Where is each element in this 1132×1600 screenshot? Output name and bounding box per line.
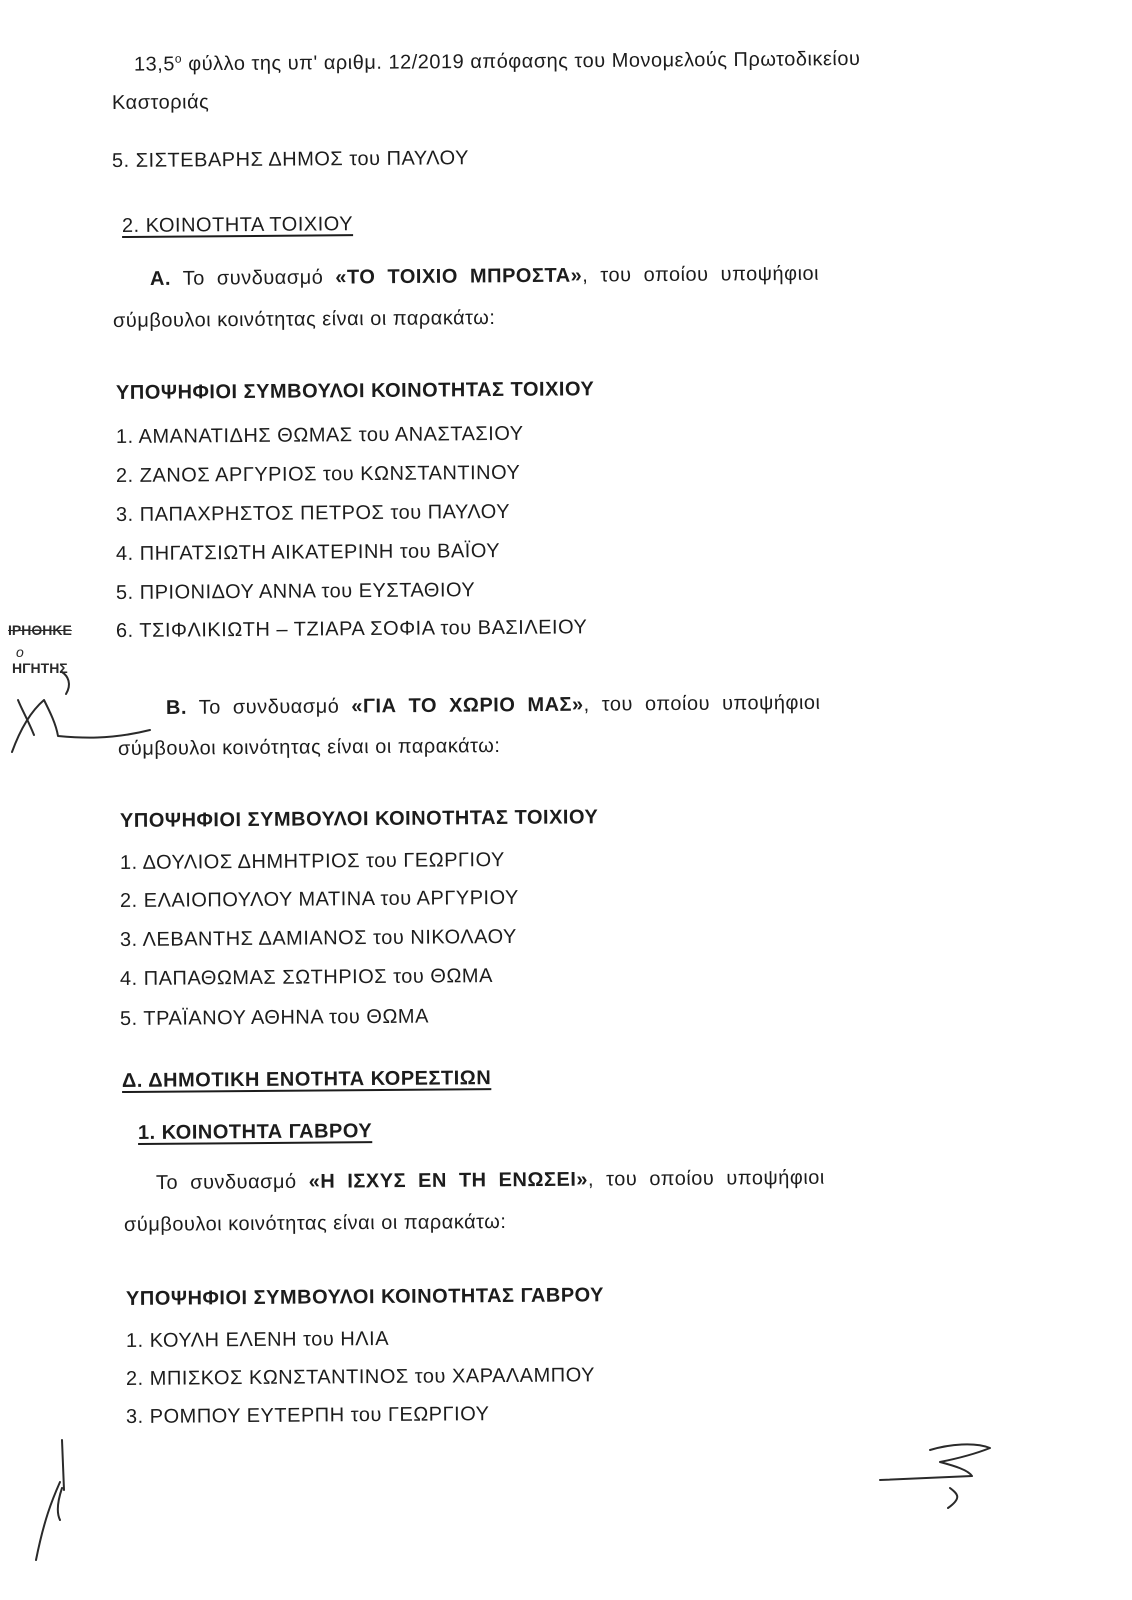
margin-note-line-2: ο	[16, 644, 24, 660]
margin-signature-stroke	[12, 700, 150, 752]
combo-a-name: «ΤΟ ΤΟΙΧΙΟ ΜΠΡΟΣΤΑ»	[335, 264, 583, 289]
combo-gavrou-text-pre: Το συνδυασμό	[155, 1170, 309, 1194]
combo-b-letter: Β.	[165, 696, 188, 719]
combo-a-candidate: 1. ΑΜΑΝΑΤΙΔΗΣ ΘΩΜΑΣ του ΑΝΑΣΤΑΣΙΟΥ	[115, 422, 524, 448]
previous-list-item: 5. ΣΙΣΤΕΒΑΡΗΣ ΔΗΜΟΣ του ΠΑΥΛΟΥ	[111, 147, 469, 172]
combo-b-line-2: σύμβουλοι κοινότητας είναι οι παρακάτω:	[117, 734, 501, 760]
combo-a-text-post: , του οποίου υποψήφιοι	[582, 262, 820, 287]
bottom-right-signature	[880, 1444, 990, 1508]
combo-gavrou-candidate: 3. ΡΟΜΠΟΥ ΕΥΤΕΡΠΗ του ΓΕΩΡΓΙΟΥ	[125, 1403, 490, 1428]
combo-gavrou-line-2: σύμβουλοι κοινότητας είναι οι παρακάτω:	[123, 1210, 507, 1236]
combo-a-text-pre: Το συνδυασμό	[170, 266, 336, 290]
combo-gavrou-candidate: 1. ΚΟΥΛΗ ΕΛΕΝΗ του ΗΛΙΑ	[125, 1327, 390, 1352]
municipal-unit-heading: Δ. ΔΗΜΟΤΙΚΗ ΕΝΟΤΗΤΑ ΚΟΡΕΣΤΙΩΝ	[121, 1067, 492, 1092]
combo-b-list-heading: ΥΠΟΨΗΦΙΟΙ ΣΥΜΒΟΥΛΟΙ ΚΟΙΝΟΤΗΤΑΣ ΤΟΙΧΙΟΥ	[119, 806, 599, 832]
combo-b-text-post: , του οποίου υποψήφιοι	[583, 691, 821, 716]
combo-a-candidate: 2. ΖΑΝΟΣ ΑΡΓΥΡΙΟΣ του ΚΩΝΣΤΑΝΤΙΝΟΥ	[115, 461, 521, 487]
combo-a-list-heading: ΥΠΟΨΗΦΙΟΙ ΣΥΜΒΟΥΛΟΙ ΚΟΙΝΟΤΗΤΑΣ ΤΟΙΧΙΟΥ	[115, 378, 595, 404]
combo-a-candidate: 3. ΠΑΠΑΧΡΗΣΤΟΣ ΠΕΤΡΟΣ του ΠΑΥΛΟΥ	[115, 500, 511, 526]
combo-a-candidate: 5. ΠΡΙΟΝΙΔΟΥ ΑΝΝΑ του ΕΥΣΤΑΘΙΟΥ	[115, 579, 476, 604]
intro-fraction: 13,5	[133, 53, 176, 76]
combo-b-candidate: 4. ΠΑΠΑΘΩΜΑΣ ΣΩΤΗΡΙΟΣ του ΘΩΜΑ	[119, 965, 493, 990]
margin-bracket-stroke	[62, 672, 69, 694]
combo-gavrou-text-post: , του οποίου υποψήφιοι	[587, 1166, 825, 1191]
combo-a-line-2: σύμβουλοι κοινότητας είναι οι παρακάτω:	[112, 306, 496, 332]
combo-gavrou-list-heading: ΥΠΟΨΗΦΙΟΙ ΣΥΜΒΟΥΛΟΙ ΚΟΙΝΟΤΗΤΑΣ ΓΑΒΡΟΥ	[125, 1284, 605, 1310]
margin-note-line-1: ΙΡΗΘΗΚΕ	[8, 622, 72, 638]
margin-note-line-3: ΗΓΗΤΗΣ	[12, 660, 68, 676]
combo-b-candidate: 3. ΛΕΒΑΝΤΗΣ ΔΑΜΙΑΝΟΣ του ΝΙΚΟΛΑΟΥ	[119, 925, 517, 951]
intro-text: φύλλο της υπ' αριθμ. 12/2019 απόφασης του Μονομελούς Πρωτοδικείου	[182, 47, 861, 76]
community-gavrou-heading: 1. ΚΟΙΝΟΤΗΤΑ ΓΑΒΡΟΥ	[137, 1120, 373, 1144]
combo-gavrou-name: «Η ΙΣΧΥΣ ΕΝ ΤΗ ΕΝΩΣΕΙ»	[308, 1168, 589, 1193]
combo-b-candidate: 1. ΔΟΥΛΙΟΣ ΔΗΜΗΤΡΙΟΣ του ΓΕΩΡΓΙΟΥ	[119, 848, 505, 874]
combo-b-text-pre: Το συνδυασμό	[186, 695, 352, 719]
combo-a-letter: Α.	[149, 267, 172, 290]
combo-gavrou-candidate: 2. ΜΠΙΣΚΟΣ ΚΩΝΣΤΑΝΤΙΝΟΣ του ΧΑΡΑΛΑΜΠΟΥ	[125, 1364, 596, 1390]
intro-superscript: ο	[174, 51, 183, 66]
combo-a-candidate: 6. ΤΣΙΦΛΙΚΙΩΤΗ – ΤΖΙΑΡΑ ΣΟΦΙΑ του ΒΑΣΙΛΕΙΟΥ	[115, 616, 588, 642]
combo-b-name: «ΓΙΑ ΤΟ ΧΩΡΙΟ ΜΑΣ»	[351, 693, 584, 718]
community-toichio-heading: 2. ΚΟΙΝΟΤΗΤΑ ΤΟΙΧΙΟΥ	[121, 213, 354, 237]
combo-a-candidate: 4. ΠΗΓΑΤΣΙΩΤΗ ΑΙΚΑΤΕΡΙΝΗ του ΒΑΪΟΥ	[115, 539, 501, 565]
bottom-left-mark	[36, 1440, 64, 1560]
combo-b-candidate: 5. ΤΡΑΪΑΝΟΥ ΑΘΗΝΑ του ΘΩΜΑ	[119, 1005, 429, 1030]
intro-line-2: Καστοριάς	[111, 91, 210, 114]
combo-b-candidate: 2. ΕΛΑΙΟΠΟΥΛΟΥ ΜΑΤΙΝΑ του ΑΡΓΥΡΙΟΥ	[119, 886, 519, 912]
